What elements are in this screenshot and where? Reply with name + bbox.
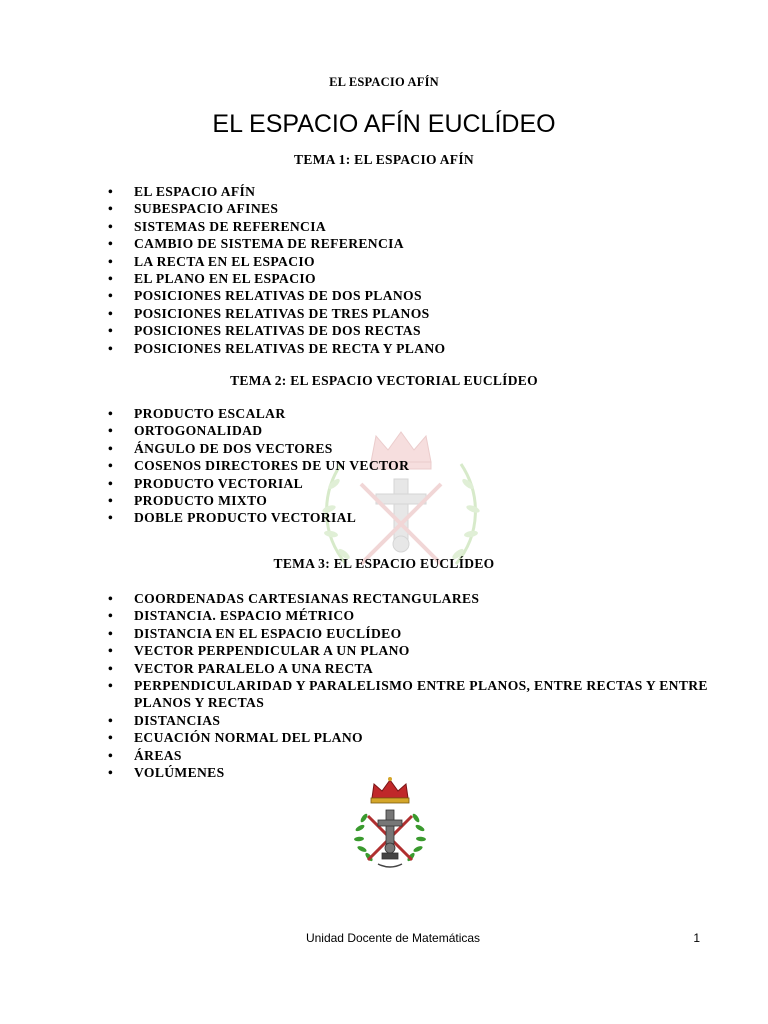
list-item: • EL ESPACIO AFÍN (108, 183, 708, 200)
list-item: • ÁREAS (108, 747, 708, 764)
section-heading-tema-3: TEMA 3: EL ESPACIO EUCLÍDEO (273, 556, 495, 571)
list-item: • ORTOGONALIDAD (108, 422, 708, 439)
list-item: • DOBLE PRODUCTO VECTORIAL (108, 509, 708, 526)
list-item: • POSICIONES RELATIVAS DE DOS RECTAS (108, 322, 708, 339)
running-header: EL ESPACIO AFÍN (329, 75, 439, 89)
list-item: • ÁNGULO DE DOS VECTORES (108, 440, 708, 457)
topic-list-tema-1 (108, 183, 708, 357)
topic-list-tema-3 (108, 590, 708, 781)
section-heading-tema-2: TEMA 2: EL ESPACIO VECTORIAL EUCLÍDEO (230, 373, 538, 388)
list-item: • POSICIONES RELATIVAS DE TRES PLANOS (108, 305, 708, 322)
page-number: 1 (693, 931, 700, 945)
list-item: • VECTOR PERPENDICULAR A UN PLANO (108, 642, 708, 659)
list-item: • POSICIONES RELATIVAS DE DOS PLANOS (108, 287, 708, 304)
list-item: • ECUACIÓN NORMAL DEL PLANO (108, 729, 708, 746)
list-item: • COSENOS DIRECTORES DE UN VECTOR (108, 457, 708, 474)
list-item: • EL PLANO EN EL ESPACIO (108, 270, 708, 287)
list-item: • POSICIONES RELATIVAS DE RECTA Y PLANO (108, 340, 708, 357)
list-item: • PRODUCTO MIXTO (108, 492, 708, 509)
page-title: EL ESPACIO AFÍN EUCLÍDEO (212, 110, 556, 138)
list-item: • VOLÚMENES (108, 764, 708, 781)
section-heading-tema-1: TEMA 1: EL ESPACIO AFÍN (294, 152, 474, 167)
list-item: • DISTANCIA EN EL ESPACIO EUCLÍDEO (108, 625, 708, 642)
list-item: • VECTOR PARALELO A UNA RECTA (108, 660, 708, 677)
list-item: • LA RECTA EN EL ESPACIO (108, 253, 708, 270)
list-item: • PRODUCTO VECTORIAL (108, 475, 708, 492)
list-item: • COORDENADAS CARTESIANAS RECTANGULARES (108, 590, 708, 607)
school-crest-image (352, 776, 428, 870)
list-item: • PRODUCTO ESCALAR (108, 405, 708, 422)
list-item: • CAMBIO DE SISTEMA DE REFERENCIA (108, 235, 708, 252)
topic-list-tema-2 (108, 405, 708, 527)
list-item: • DISTANCIA. ESPACIO MÉTRICO (108, 607, 708, 624)
list-item: • SUBESPACIO AFINES (108, 200, 708, 217)
list-item: • SISTEMAS DE REFERENCIA (108, 218, 708, 235)
list-item: • DISTANCIAS (108, 712, 708, 729)
footer-text: Unidad Docente de Matemáticas (305, 931, 481, 945)
list-item: • PERPENDICULARIDAD Y PARALELISMO ENTRE PLANOS, ENTRE RECTAS Y ENTRE PLANOS Y RECTAS (108, 677, 708, 712)
